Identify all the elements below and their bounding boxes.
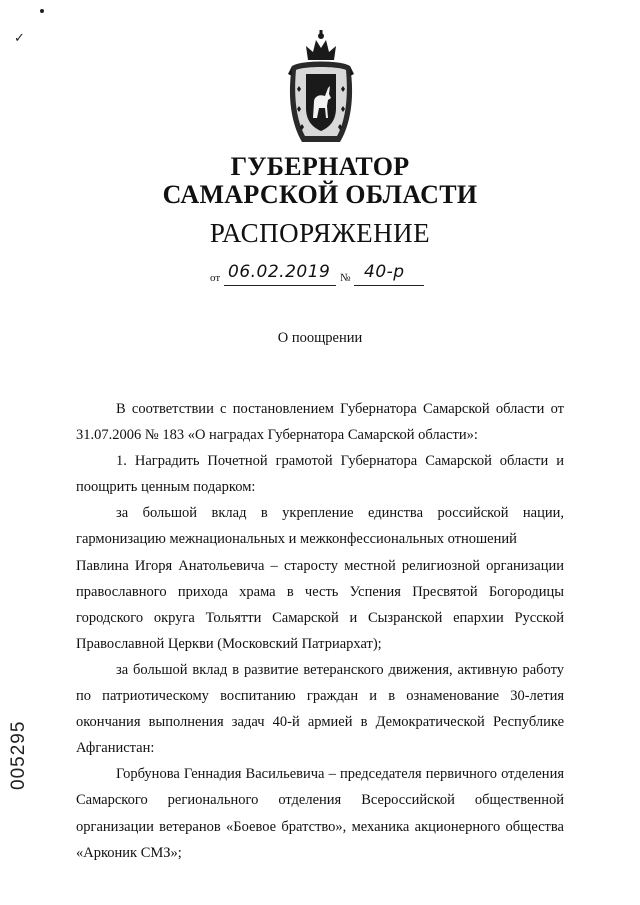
body-paragraph: за большой вклад в развитие ветеранского движения, активную работу по патриотическому воспитанию граждан и в ознаменование 30-летия окончания выполнения задач 40-й армией в Демократической Республике Афганистан: — [76, 661, 564, 757]
body-paragraph: В соответствии с постановлением Губернатора Самарской области от 31.07.2006 № 183 «О наградах Губернатора Самарской области»: — [76, 401, 564, 444]
scan-dot — [40, 9, 44, 13]
margin-check-mark: ✓ — [14, 30, 25, 45]
date-number-line — [210, 262, 440, 292]
date-underline — [224, 285, 336, 286]
date-from-label: от — [210, 272, 221, 284]
document-type-title: РАСПОРЯЖЕНИЕ — [209, 218, 431, 248]
number-underline — [354, 285, 424, 286]
body-paragraph: 1. Наградить Почетной грамотой Губернатора Самарской области и поощрить ценным подарком: — [76, 453, 564, 496]
handwritten-number: 40-р — [364, 262, 405, 282]
document-body — [76, 396, 564, 866]
document-subject: О поощрении — [277, 330, 363, 346]
body-paragraph: Горбунова Геннадия Васильевича – председателя первичного отделения Самарского регионального отделения Всероссийской общественной организации ветеранов «Боевое братство», механика акционерного общества «Арконик СМЗ»; — [76, 766, 564, 861]
form-serial-number: 005295 — [8, 720, 29, 790]
authority-title-line2: САМАРСКОЙ ОБЛАСТИ — [162, 180, 478, 209]
number-label: № — [340, 272, 351, 284]
authority-title-line1: ГУБЕРНАТОР — [230, 152, 410, 181]
handwritten-date: 06.02.2019 — [228, 262, 331, 282]
body-paragraph: за большой вклад в укрепление единства российской нации, гармонизацию межнациональных и межконфессиональных отношений — [76, 505, 564, 548]
body-paragraph: Павлина Игоря Анатольевича – старосту местной религиозной организации православного прихода храма в честь Успения Пресвятой Богородицы городского округа Тольятти Самарской и Сызранской епархии Русской Православной Церкви (Московский Патриархат); — [76, 557, 564, 652]
coat-of-arms-icon — [286, 30, 356, 148]
